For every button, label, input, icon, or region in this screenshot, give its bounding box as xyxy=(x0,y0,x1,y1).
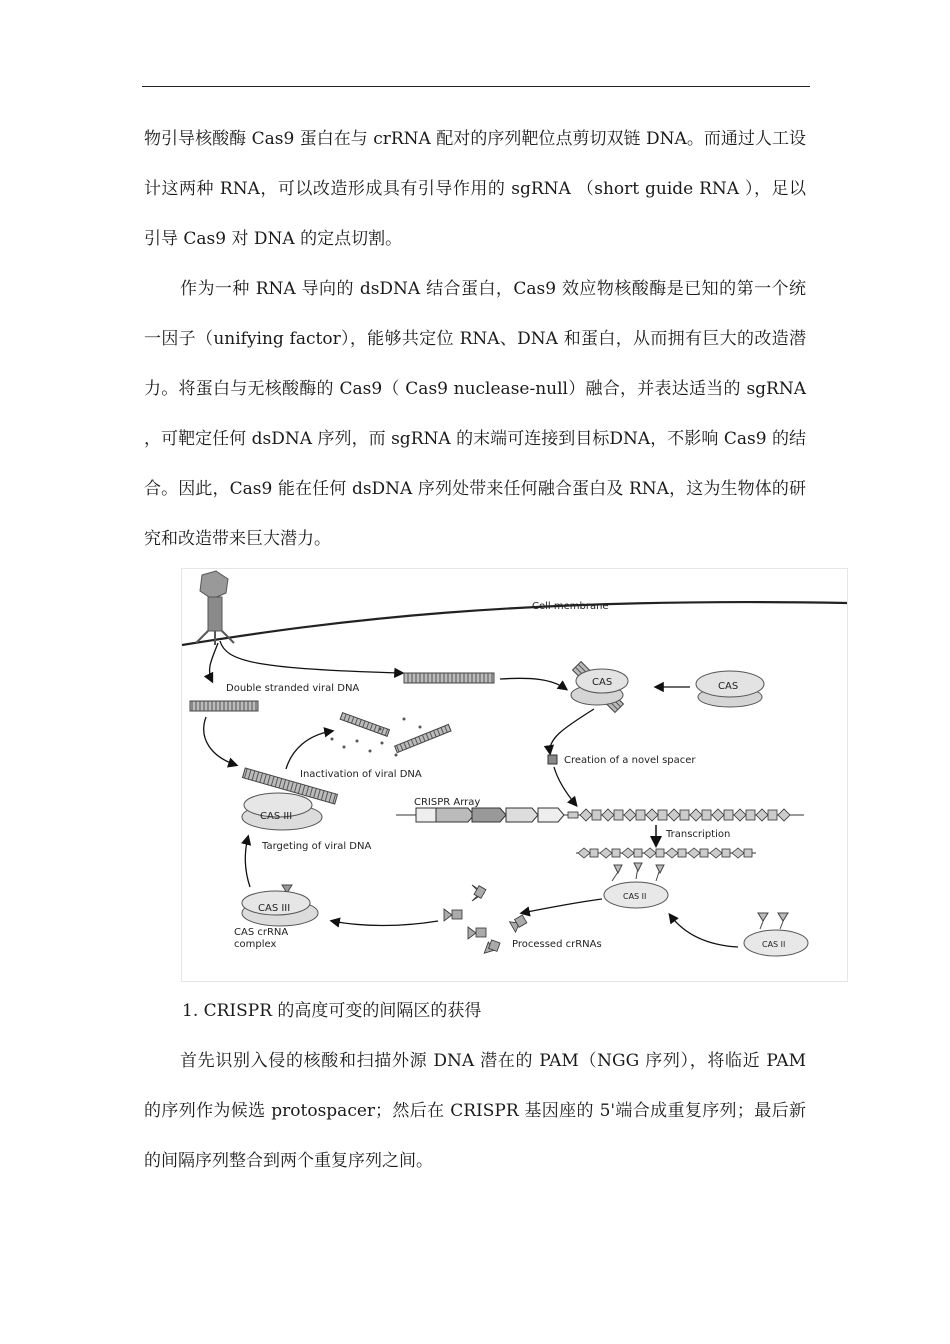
bacteriophage-icon xyxy=(196,571,234,645)
cas-protein-right xyxy=(696,671,764,707)
double-stranded-label: Double stranded viral DNA xyxy=(226,683,360,694)
processed-crrnas-label: Processed crRNAs xyxy=(512,939,602,950)
section-heading: 1. CRISPR 的高度可变的间隔区的获得 xyxy=(182,1001,482,1021)
complex-label-1: CAS crRNA xyxy=(234,927,289,938)
paragraph-3: 首先识别入侵的核酸和扫描外源 DNA 潜在的 PAM（NGG 序列），将临近 PAM 的序列作为候选 protospacer；然后在 CRISPR 基因座的 5'端合成重复序列；最后新的间隔序列整合到两个重复序列之间。 xyxy=(144,1051,806,1171)
svg-text:CAS II: CAS II xyxy=(623,892,647,901)
cell-membrane-line xyxy=(182,602,847,645)
paragraph-2: 作为一种 RNA 导向的 dsDNA 结合蛋白，Cas9 效应物核酸酶是已知的第一个统一因子（unifying factor），能够共定位 RNA、DNA 和蛋白，从而拥有巨大的改造潜力。将蛋白与无核酸酶的 Cas9（ Cas9 nuclease-null）融合，并表达适当的 sgRNA ，可靶定任何 dsDNA 序列，而 sgRNA 的末端可连接到目标DNA，不影响 Cas9 的结合。因此，Cas9 能在任何 dsDNA 序列处带来任何融合蛋白及 RNA，这为生物体的研究和改造带来巨大潜力。 xyxy=(144,279,806,549)
svg-text:CAS III: CAS III xyxy=(258,903,291,914)
transcription-label: Transcription xyxy=(666,829,731,840)
svg-text:CAS II: CAS II xyxy=(762,940,786,949)
dna-fragments xyxy=(331,718,422,757)
cas-iii-complex xyxy=(242,885,318,926)
complex-label-2: complex xyxy=(234,939,277,950)
crispr-repeats xyxy=(568,809,790,821)
paragraph-1: 物引导核酸酶 Cas9 蛋白在与 crRNA 配对的序列靶位点剪切双链 DNA。而通过人工设计这两种 RNA，可以改造形成具有引导作用的 sgRNA （short guide RNA ），足以引导 Cas9 对 DNA 的定点切割。 xyxy=(144,129,806,249)
inactivation-label: Inactivation of viral DNA xyxy=(300,769,422,780)
cell-membrane-label: Cell membrane xyxy=(532,601,609,612)
svg-text:CAS III: CAS III xyxy=(260,811,293,822)
header-rule xyxy=(142,86,810,87)
crispr-array-label: CRISPR Array xyxy=(414,797,481,808)
viral-dna-left xyxy=(190,701,258,711)
svg-text:CAS: CAS xyxy=(592,677,613,688)
svg-text:CAS: CAS xyxy=(718,681,739,692)
crispr-figure xyxy=(181,568,848,982)
cas-protein-top xyxy=(571,662,628,713)
novel-spacer-block xyxy=(548,755,557,764)
cas-ii-mid xyxy=(604,863,668,908)
viral-dna-top xyxy=(404,673,494,683)
targeting-label: Targeting of viral DNA xyxy=(262,841,372,852)
novel-spacer-label: Creation of a novel spacer xyxy=(564,755,696,766)
crispr-array-genes xyxy=(416,808,564,822)
cas-ii-bottom xyxy=(744,913,808,956)
